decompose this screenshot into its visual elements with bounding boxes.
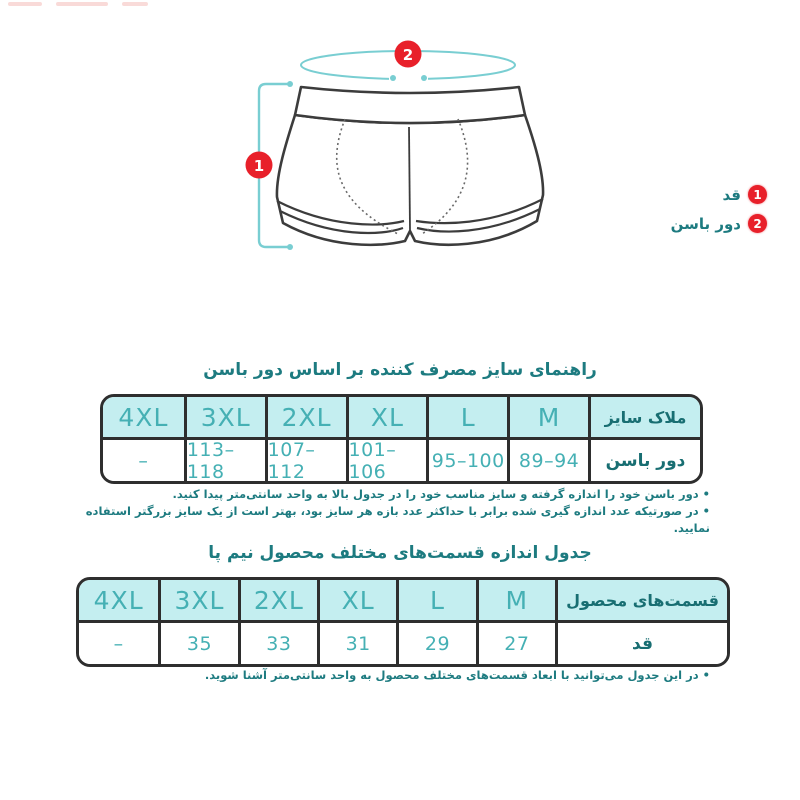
dimensions-table: [76, 577, 730, 667]
boxer-brief-diagram: [230, 35, 580, 265]
legend-label-hip: دور باسن: [670, 214, 741, 233]
marker-1-number: 1: [253, 157, 265, 175]
arrow-dot-right: [421, 75, 427, 81]
measure-legend: [671, 185, 767, 233]
value-cell-2xl: 107–112: [265, 440, 346, 481]
legend-badge-1: 1: [748, 185, 767, 204]
size-guide-data-row: [103, 440, 700, 481]
note-measure-hip: • دور باسن خود را اندازه گرفته و سایز مناسب خود را در جدول بالا به واحد سانتی‌متر پیدا کنید.: [172, 487, 710, 501]
dim-value-cell-4xl: –: [79, 623, 158, 664]
value-cell-l: 95–100: [426, 440, 507, 481]
dim-header-cell-l: L: [396, 580, 475, 620]
value-cell-m: 89–94: [507, 440, 588, 481]
header-cell-4xl: 4XL: [118, 402, 169, 432]
arrow-dot-left: [390, 75, 396, 81]
size-guide-title: راهنمای سایز مصرف کننده بر اساس دور باسن: [203, 360, 597, 380]
marker-2-badge: [395, 41, 422, 68]
note-dimensions-info: • در این جدول می‌توانید با ابعاد قسمت‌های مختلف محصول به واحد سانتی‌متر آشنا شوید.: [204, 668, 710, 682]
header-cell-m: M: [507, 397, 588, 437]
dim-header-cell-parts: قسمت‌های محصول: [555, 580, 727, 620]
dim-value-cell-3xl: 35: [158, 623, 237, 664]
dim-header-cell-4xl: 4XL: [93, 585, 144, 615]
size-guide-header-row: [103, 397, 700, 440]
row-label-hip: دور باسن: [588, 440, 700, 481]
header-cell-2xl: 2XL: [265, 397, 346, 437]
dim-header-cell-2xl: 2XL: [238, 580, 317, 620]
dim-value-cell-m: 27: [476, 623, 555, 664]
dimensions-header-row: [79, 580, 727, 623]
bracket-dot-bottom: [287, 244, 293, 250]
legend-badge-2: 2: [748, 214, 767, 233]
dim-value-cell-xl: 31: [317, 623, 396, 664]
header-cell-xl: XL: [346, 397, 427, 437]
cropped-edge-artifact: [8, 2, 148, 6]
marker-1-badge: [246, 152, 273, 179]
value-cell-xl: 101–106: [346, 440, 427, 481]
size-guide-table: [100, 394, 703, 484]
center-seam-line: [409, 127, 410, 231]
header-cell-criterion: ملاک سایز: [588, 397, 700, 437]
header-cell-l: L: [426, 397, 507, 437]
dim-header-cell-3xl: 3XL: [158, 580, 237, 620]
value-cell-4xl: –: [103, 440, 184, 481]
legend-item-height: [723, 185, 768, 204]
legend-label-height: قد: [722, 185, 741, 204]
dimensions-data-row: [79, 623, 727, 664]
header-cell-3xl: 3XL: [184, 397, 265, 437]
legend-item-hip: [671, 214, 767, 233]
dimensions-table-notes: [170, 667, 710, 684]
marker-2-number: 2: [402, 46, 414, 64]
dimensions-table-title: جدول اندازه قسمت‌های مختلف محصول نیم پا: [208, 543, 592, 563]
size-guide-notes: [85, 486, 710, 537]
note-size-up: • در صورتیکه عدد اندازه گیری شده برابر با حداکثر عدد بازه هر سایز بود، بهتر است از یک سایز بزرگتر استفاده نمایید.: [85, 504, 710, 535]
dim-header-cell-xl: XL: [317, 580, 396, 620]
bracket-dot-top: [287, 81, 293, 87]
dim-row-label-height: قد: [555, 623, 727, 664]
dim-header-cell-m: M: [476, 580, 555, 620]
value-cell-3xl: 113–118: [184, 440, 265, 481]
dim-value-cell-l: 29: [396, 623, 475, 664]
dim-value-cell-2xl: 33: [238, 623, 317, 664]
